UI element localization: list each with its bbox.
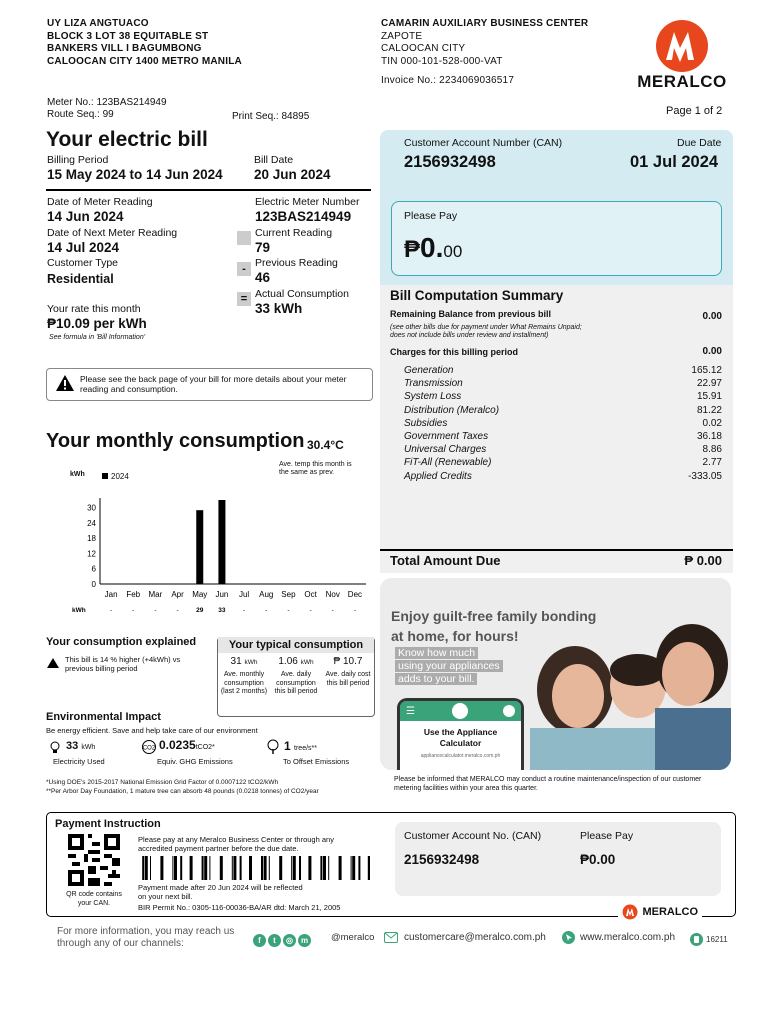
amount-dec: 00 <box>443 242 463 261</box>
typical-desc: Ave. daily cost this bill period <box>325 671 371 687</box>
barcode-bar <box>180 856 182 880</box>
value-label: 33 <box>218 607 226 614</box>
minus-sign: - <box>237 262 251 276</box>
notice-text: Please see the back page of your bill for more details about your meter reading and consumption. <box>80 374 347 394</box>
current-reading: 79 <box>255 240 271 255</box>
consumption-chart <box>70 490 370 620</box>
y-tick-label: 30 <box>87 503 96 513</box>
temperature: 30.4°C <box>307 438 344 452</box>
value-label: - <box>353 607 357 614</box>
typical-unit: kWh <box>300 659 314 666</box>
x-tick-label: Oct <box>304 590 317 599</box>
phone-mockup <box>397 698 524 770</box>
charge-label: Transmission <box>404 378 463 390</box>
phone-icon <box>690 933 703 946</box>
value-label: - <box>309 607 312 614</box>
divider <box>46 189 371 191</box>
meralco-small-icon <box>622 904 638 920</box>
qr-note1: QR code contains <box>66 891 122 898</box>
svg-text:CO2: CO2 <box>142 745 156 752</box>
bill-date-label: Bill Date <box>254 154 294 166</box>
cursor-icon <box>562 931 575 944</box>
instagram-icon[interactable]: ◎ <box>283 934 296 947</box>
typical-item <box>322 656 374 688</box>
current-reading-label: Current Reading <box>255 227 333 239</box>
value-label: - <box>242 607 246 614</box>
x-tick-label: Feb <box>126 590 141 599</box>
meralco-logo <box>636 18 728 92</box>
website-link[interactable]: www.meralco.com.ph <box>580 932 676 943</box>
barcode-bar <box>160 856 163 880</box>
charge-value: 15.91 <box>696 391 722 403</box>
maintenance-notice: Please be informed that MERALCO may conduct a routine maintenance/inspection of our customer metering facilities within your area this quarter. <box>394 776 702 792</box>
barcode-bar <box>261 856 263 880</box>
charge-value: 36.18 <box>696 431 722 443</box>
typical-value: ₱ 10.7 <box>333 656 363 667</box>
charge-row <box>404 430 722 443</box>
footer-wordmark: MERALCO <box>642 905 699 918</box>
up-triangle-icon <box>47 658 59 668</box>
value-label: - <box>109 607 113 614</box>
charge-label: Generation <box>404 365 454 376</box>
env-trees-num: 1 tree/s** <box>284 739 317 753</box>
barcode-bar <box>142 856 144 880</box>
remaining-note2: does not include bills under review and installment) <box>390 332 549 339</box>
payment-text3: Payment made after 20 Jun 2024 will be reflected <box>138 883 303 892</box>
value-label: - <box>265 607 268 614</box>
total-label: Total Amount Due <box>390 553 501 568</box>
temp-note1: Ave. temp this month is <box>279 461 352 468</box>
payment-pay-label: Please Pay <box>580 830 634 842</box>
barcode-bar <box>308 856 311 880</box>
please-pay-label: Please Pay <box>404 210 458 222</box>
page-title: Your electric bill <box>46 128 208 151</box>
x-tick-label: Nov <box>325 590 340 599</box>
env-emissions-label: Equiv. GHG Emissions <box>157 757 233 766</box>
barcode-bar <box>279 856 282 880</box>
charge-row <box>404 470 722 483</box>
chart-ylabel: kWh <box>70 471 85 478</box>
payment-text1: Please pay at any Meralco Business Center or through any <box>138 835 334 844</box>
tree-icon <box>265 739 281 755</box>
payment-text4: on your next bill. <box>138 892 193 901</box>
barcode-bar <box>320 856 322 880</box>
remaining-note1: (see other bills due for payment under What Remains Unpaid; <box>390 324 582 331</box>
typical-item <box>270 656 322 697</box>
value-label: - <box>176 607 179 614</box>
rate-note: See formula in 'Bill Information' <box>49 334 146 341</box>
charge-value: 0.02 <box>702 417 722 429</box>
charge-value: 81.22 <box>696 404 722 416</box>
typical-item <box>218 656 270 697</box>
y-tick-label: 6 <box>91 564 96 574</box>
actual-consumption-label: Actual Consumption <box>255 288 349 300</box>
charge-value: -333.05 <box>688 470 722 482</box>
warning-icon <box>55 374 75 392</box>
env-title: Environmental Impact <box>46 711 161 723</box>
charge-value: 2.77 <box>702 457 722 469</box>
rate-label: Your rate this month <box>47 303 141 315</box>
barcode-bar <box>249 856 252 880</box>
x-tick-label: Mar <box>148 590 163 599</box>
x-tick-label: Sep <box>281 590 296 599</box>
social-handle[interactable]: @meralco <box>331 932 375 943</box>
center-addr2: CALOOCAN CITY <box>381 43 466 54</box>
charge-row <box>404 364 722 377</box>
app-title1: Use the Appliance <box>423 727 498 737</box>
charge-label: System Loss <box>404 391 462 403</box>
y-tick-label: 18 <box>87 534 96 544</box>
charge-row <box>404 390 722 403</box>
barcode-bar <box>209 856 210 880</box>
can-number: 2156932498 <box>404 153 496 171</box>
env-trees-label: To Offset Emissions <box>283 757 350 766</box>
app-url: appliancecalculator.meralco.com.ph <box>420 753 501 759</box>
print-seq: Print Seq.: 84895 <box>232 111 310 122</box>
charge-row <box>404 456 722 469</box>
meter-line: Meter No.: 123BAS214949 <box>47 97 167 108</box>
payment-text2: accredited payment partner before the due date. <box>138 844 299 853</box>
ad-headline1: Enjoy guilt-free family bonding <box>391 608 597 624</box>
invoice-number: Invoice No.: 2234069036517 <box>381 75 515 86</box>
route-line: Route Seq.: 99 <box>47 109 114 120</box>
next-reading-label: Date of Next Meter Reading <box>47 227 178 239</box>
chart-legend <box>102 472 129 481</box>
barcode-bar <box>352 856 355 880</box>
remaining-label: Remaining Balance from previous bill <box>390 309 552 319</box>
footer-text1: For more information, you may reach us <box>57 926 235 937</box>
barcode-bar <box>299 856 301 880</box>
barcode-bar <box>145 856 148 880</box>
previous-reading: 46 <box>255 270 271 285</box>
center-addr1: ZAPOTE <box>381 30 423 42</box>
meralco-wordmark: MERALCO <box>637 72 727 91</box>
barcode-bar <box>368 856 370 880</box>
co2-icon <box>141 739 157 755</box>
barcode-bar <box>204 856 207 880</box>
typical-value: 1.06 kWh <box>278 656 314 667</box>
please-pay-amount <box>404 232 462 264</box>
charges-value: 0.00 <box>702 346 722 357</box>
x-tick-label: Jan <box>104 590 118 599</box>
email-icon <box>384 932 398 943</box>
charges-label: Charges for this billing period <box>390 347 519 357</box>
user-icon <box>503 705 515 717</box>
qr-note2: your CAN. <box>77 900 111 907</box>
payment-title: Payment Instruction <box>55 818 161 830</box>
email-link[interactable]: customercare@meralco.com.ph <box>404 932 546 943</box>
legend-swatch <box>102 473 108 479</box>
y-tick-label: 0 <box>91 580 96 589</box>
barcode <box>138 856 370 880</box>
barcode-bar <box>202 856 204 880</box>
barcode-bar <box>240 856 242 880</box>
value-label: - <box>154 607 157 614</box>
can-label: Customer Account Number (CAN) <box>404 137 563 149</box>
payment-amount: ₱0.00 <box>580 852 616 867</box>
center-tin: TIN 000-101-528-000-VAT <box>381 55 503 67</box>
env-emissions-num: 0.0235tCO2* <box>159 738 215 752</box>
customer-addr3: CALOOCAN CITY 1400 METRO MANILA <box>47 55 242 67</box>
op-box-blank <box>237 231 251 245</box>
explained-text2: previous billing period <box>65 664 138 673</box>
bar-jun <box>218 500 225 584</box>
customer-type-label: Customer Type <box>47 257 119 269</box>
customer-address <box>47 18 242 68</box>
due-date: 01 Jul 2024 <box>630 153 719 171</box>
x-tick-label: May <box>192 590 208 599</box>
bill-date: 20 Jun 2024 <box>254 167 331 182</box>
barcode-bar <box>264 856 267 880</box>
env-footnote2: **Per Arbor Day Foundation, 1 mature tree can absorb 48 pounds (0.0218 tonnes) of CO2/year <box>46 788 319 795</box>
payment-can-label: Customer Account No. (CAN) <box>404 830 542 842</box>
x-tick-label: Apr <box>171 590 184 599</box>
lightbulb-icon <box>48 740 62 754</box>
explained-text1: This bill is 14 % higher (+4kWh) vs <box>65 655 181 664</box>
bar-may <box>196 510 203 584</box>
barcode-bar <box>174 856 177 880</box>
barcode-bar <box>351 856 352 880</box>
barcode-bar <box>323 856 326 880</box>
equals-sign: = <box>237 292 251 306</box>
charge-list <box>404 364 722 483</box>
charge-row <box>404 417 722 430</box>
typical-title: Your typical consumption <box>218 637 374 653</box>
meter-number-label: Electric Meter Number <box>255 196 360 208</box>
charge-label: Applied Credits <box>404 470 472 482</box>
value-label: - <box>132 607 135 614</box>
barcode-bar <box>328 856 329 880</box>
charge-value: 165.12 <box>691 365 722 376</box>
customer-type: Residential <box>47 272 114 286</box>
value-label: - <box>287 607 290 614</box>
hotline[interactable]: 16211 <box>706 935 728 944</box>
app-title2: Calculator <box>439 738 482 748</box>
barcode-bar <box>293 856 296 880</box>
barcode-bar <box>233 856 236 880</box>
legend-label: 2024 <box>111 472 129 481</box>
typical-unit: kWh <box>244 659 258 666</box>
total-divider <box>380 549 733 551</box>
meralco-logo-icon <box>636 18 728 78</box>
barcode-bar <box>220 856 223 880</box>
meter-notice <box>46 368 373 401</box>
rate-value: ₱10.09 per kWh <box>47 316 147 331</box>
due-date-label: Due Date <box>677 137 722 149</box>
summary-title: Bill Computation Summary <box>390 288 564 303</box>
value-label: 29 <box>196 607 204 614</box>
page-number: Page 1 of 2 <box>666 105 723 117</box>
charge-row <box>404 443 722 456</box>
ad-body1: Know how much <box>395 647 478 659</box>
typical-value: 31 kWh <box>230 656 258 667</box>
customer-addr2: BANKERS VILL I BAGUMBONG <box>47 43 202 54</box>
please-pay-box <box>391 201 722 276</box>
y-tick-label: 12 <box>87 549 96 559</box>
total-value: ₱ 0.00 <box>684 553 722 568</box>
ad-headline2: at home, for hours! <box>391 628 519 644</box>
chart-svg <box>70 490 370 620</box>
next-reading-date: 14 Jul 2024 <box>47 240 120 255</box>
ad-body2: using your appliances <box>395 660 503 672</box>
charge-label: Universal Charges <box>404 444 487 456</box>
charge-label: Government Taxes <box>404 431 489 443</box>
x-tick-label: Jul <box>238 590 250 599</box>
charge-label: FiT-All (Renewable) <box>404 457 492 469</box>
peso-sign: ₱ <box>404 236 421 263</box>
typical-desc: Ave. monthly consumption (last 2 months) <box>220 671 268 695</box>
appliance-calculator-ad[interactable] <box>380 578 731 770</box>
env-footnote1: *Using DOE's 2015-2017 National Emission Grid Factor of 0.0007122 tCO2/kWh <box>46 779 279 786</box>
customer-addr1: BLOCK 3 LOT 38 EQUITABLE ST <box>47 30 209 42</box>
footer-text2: through any of our channels: <box>57 938 184 949</box>
ad-body3: adds to your bill. <box>395 673 477 685</box>
menu-icon: ☰ <box>406 706 415 717</box>
value-label: - <box>331 607 334 614</box>
qr-code <box>68 834 120 886</box>
twitter-icon[interactable]: t <box>268 934 281 947</box>
meter-number: 123BAS214949 <box>255 209 352 224</box>
amount-int: 0. <box>420 232 444 263</box>
reading-date: 14 Jun 2024 <box>47 209 124 224</box>
reading-date-label: Date of Meter Reading <box>47 196 153 208</box>
meralco-app-icon <box>452 703 468 719</box>
barcode-bar <box>172 856 173 880</box>
x-tick-label: Dec <box>347 590 363 599</box>
business-center <box>381 18 588 88</box>
charge-value: 22.97 <box>696 378 722 390</box>
charge-label: Subsidies <box>404 417 448 429</box>
facebook-icon[interactable]: f <box>253 934 266 947</box>
billing-period-label: Billing Period <box>47 154 109 166</box>
charge-row <box>404 377 722 390</box>
barcode-bar <box>190 856 193 880</box>
x-tick-label: Aug <box>259 590 274 599</box>
env-electricity-label: Electricity Used <box>53 757 105 766</box>
env-electricity-num: 33 kWh <box>66 740 96 752</box>
bir-permit: BIR Permit No.: 0305-116-00036-BA/AR dtd: March 21, 2005 <box>138 903 341 912</box>
previous-reading-label: Previous Reading <box>255 257 338 269</box>
env-sub: Be energy efficient. Save and help take care of our environment <box>46 726 258 735</box>
charge-label: Distribution (Meralco) <box>404 404 500 416</box>
typical-box <box>217 637 375 717</box>
barcode-bar <box>269 856 270 880</box>
center-name: CAMARIN AUXILIARY BUSINESS CENTER <box>381 18 589 29</box>
temp-note2: the same as prev. <box>279 469 335 476</box>
charge-value: 8.86 <box>702 444 722 456</box>
phone-header <box>400 701 521 721</box>
barcode-bar <box>232 856 233 880</box>
messenger-icon[interactable]: m <box>298 934 311 947</box>
barcode-bar <box>291 856 292 880</box>
consumption-title: Your monthly consumption <box>46 430 305 452</box>
charge-row <box>404 404 722 417</box>
social-icons <box>253 930 313 948</box>
barcode-bar <box>150 856 151 880</box>
remaining-value: 0.00 <box>702 311 722 322</box>
barcode-bar <box>358 856 360 880</box>
y-tick-label: 24 <box>87 518 96 528</box>
payment-can: 2156932498 <box>404 852 480 867</box>
footer-logo <box>618 903 702 921</box>
row-label: kWh <box>72 607 86 614</box>
actual-consumption: 33 kWh <box>255 301 303 316</box>
x-tick-label: Jun <box>215 590 229 599</box>
typical-desc: Ave. daily consumption this bill period <box>274 671 318 695</box>
customer-name: UY LIZA ANGTUACO <box>47 18 149 29</box>
barcode-bar <box>339 856 342 880</box>
explained-title: Your consumption explained <box>46 636 197 648</box>
billing-period: 15 May 2024 to 14 Jun 2024 <box>47 167 223 182</box>
